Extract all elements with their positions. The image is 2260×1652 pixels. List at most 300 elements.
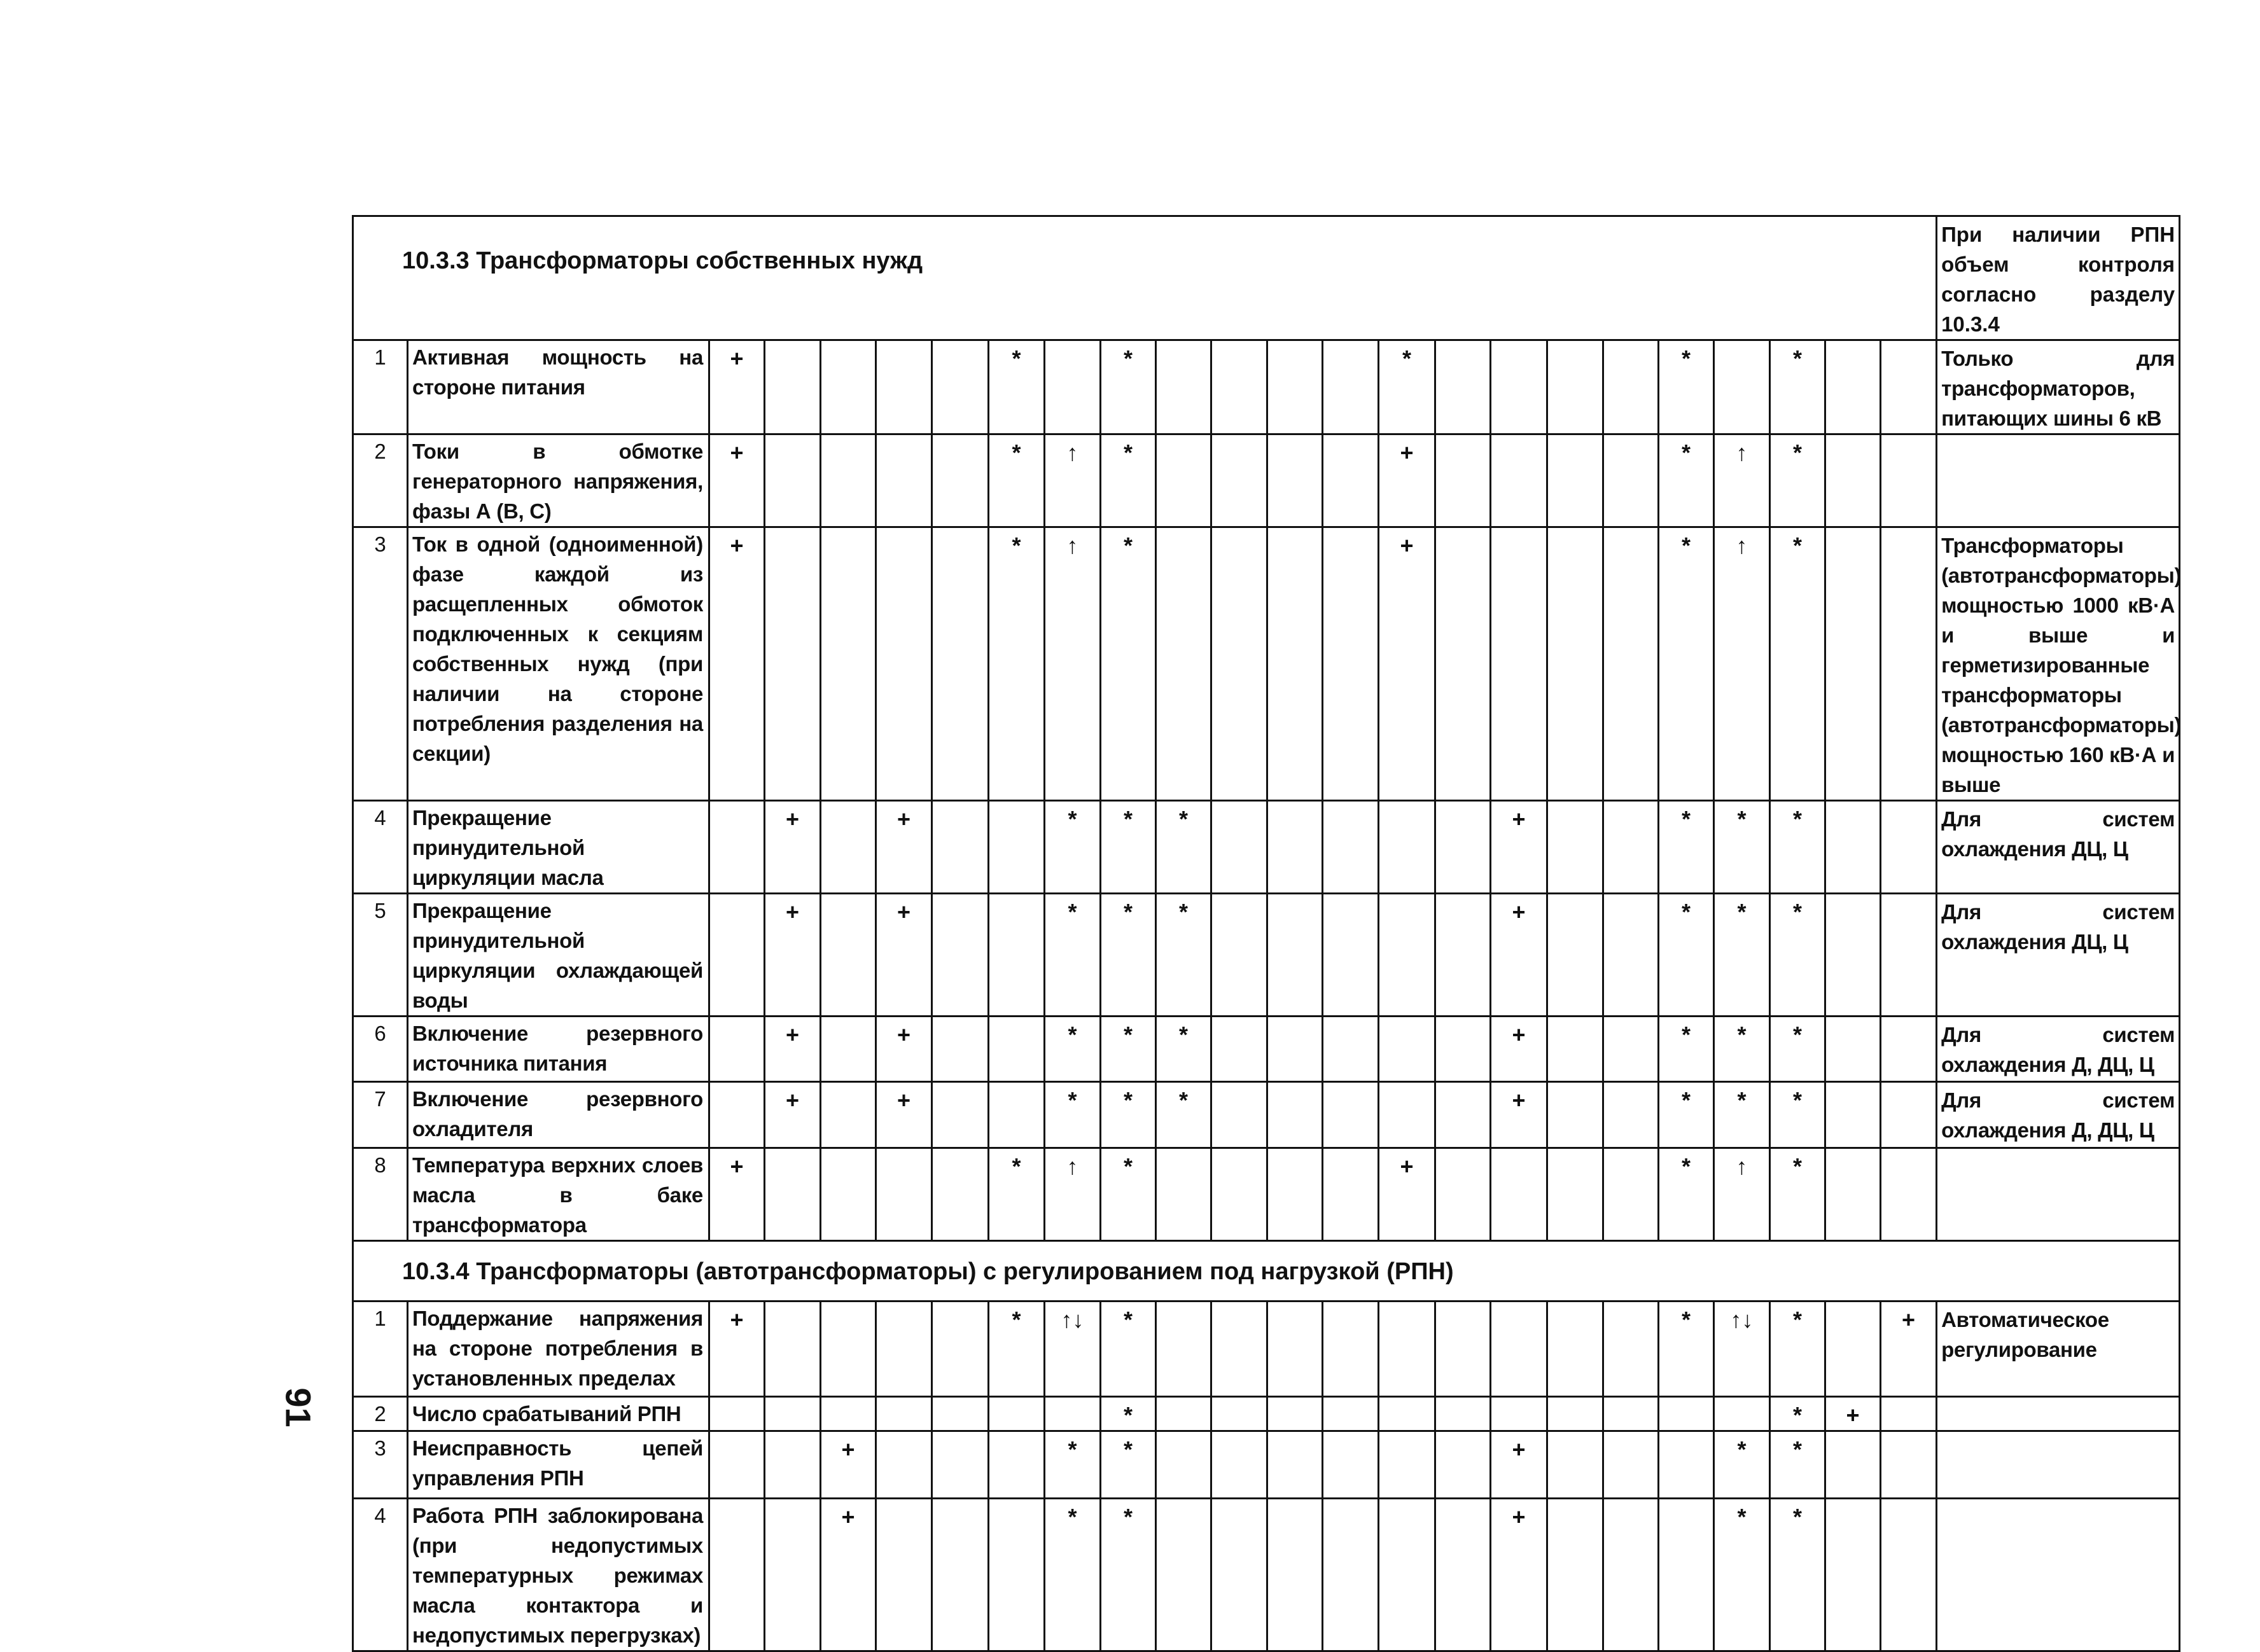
mark-cell (1379, 894, 1435, 1017)
mark-cell: * (1101, 527, 1156, 801)
mark-cell: * (1101, 1397, 1156, 1431)
mark-cell (709, 1017, 765, 1082)
mark-cell: + (765, 1017, 821, 1082)
mark-cell (1211, 1431, 1267, 1499)
mark-cell (1603, 527, 1659, 801)
mark-cell (1547, 1148, 1603, 1241)
mark-cell: ↑ (1714, 434, 1770, 527)
mark-cell: * (1045, 1431, 1101, 1499)
mark-cell: ↑↓ (1045, 1301, 1101, 1397)
row-number: 6 (353, 1017, 408, 1082)
mark-cell: + (709, 1148, 765, 1241)
mark-cell (1881, 1499, 1937, 1651)
mark-cell (1211, 340, 1267, 434)
row-number: 1 (353, 340, 408, 434)
mark-cell (1659, 1499, 1714, 1651)
mark-cell (1603, 1082, 1659, 1148)
mark-cell (1603, 434, 1659, 527)
mark-cell: * (1714, 1082, 1770, 1148)
mark-cell: * (1770, 434, 1825, 527)
row-number: 2 (353, 434, 408, 527)
mark-cell (1211, 1082, 1267, 1148)
mark-cell (765, 1148, 821, 1241)
mark-cell (1156, 434, 1211, 527)
row-number: 7 (353, 1082, 408, 1148)
row-description: Температура верхних слоев масла в баке трансформатора (408, 1148, 709, 1241)
mark-cell: * (1156, 1082, 1211, 1148)
mark-cell (1435, 894, 1491, 1017)
mark-cell: * (1659, 894, 1714, 1017)
mark-cell (989, 1431, 1045, 1499)
mark-cell (1267, 1017, 1323, 1082)
mark-cell (1825, 527, 1881, 801)
mark-cell: * (989, 1148, 1045, 1241)
row-note: Для систем охлаждения ДЦ, Ц (1937, 894, 2180, 1017)
mark-cell: * (1045, 894, 1101, 1017)
mark-cell (1603, 1431, 1659, 1499)
mark-cell (1156, 527, 1211, 801)
mark-cell (1435, 527, 1491, 801)
mark-cell (1156, 1397, 1211, 1431)
mark-cell (1379, 1017, 1435, 1082)
mark-cell (1156, 1148, 1211, 1241)
mark-cell (1267, 1301, 1323, 1397)
mark-cell: * (1714, 894, 1770, 1017)
mark-cell: * (1156, 894, 1211, 1017)
row-description: Включение резервного источника питания (408, 1017, 709, 1082)
mark-cell: * (1045, 801, 1101, 894)
row-note (1937, 1431, 2180, 1499)
mark-cell (1379, 1397, 1435, 1431)
mark-cell (1211, 801, 1267, 894)
mark-cell: * (1770, 801, 1825, 894)
mark-cell (1825, 1431, 1881, 1499)
mark-cell (1881, 1082, 1937, 1148)
mark-cell: * (1770, 1017, 1825, 1082)
row-number: 3 (353, 527, 408, 801)
mark-cell (765, 340, 821, 434)
mark-cell (821, 340, 876, 434)
page-number: 91 (278, 1387, 319, 1427)
row-description: Включение резервного охладителя (408, 1082, 709, 1148)
mark-cell: * (989, 1301, 1045, 1397)
mark-cell (1547, 1431, 1603, 1499)
row-description: Поддержание напряжения на стороне потребления в установленных пределах (408, 1301, 709, 1397)
mark-cell (1156, 1301, 1211, 1397)
mark-cell: * (1101, 1499, 1156, 1651)
table-row (353, 1082, 2180, 1148)
mark-cell: + (1379, 1148, 1435, 1241)
table-row (353, 1499, 2180, 1651)
table-row (353, 340, 2180, 434)
mark-cell: + (876, 801, 932, 894)
mark-cell (1211, 1017, 1267, 1082)
mark-cell (1825, 340, 1881, 434)
mark-cell: * (1714, 801, 1770, 894)
mark-cell (1491, 340, 1547, 434)
mark-cell (1379, 1082, 1435, 1148)
mark-cell: * (1659, 1148, 1714, 1241)
mark-cell (876, 1431, 932, 1499)
mark-cell (1603, 894, 1659, 1017)
row-note: Для систем охлаждения ДЦ, Ц (1937, 801, 2180, 894)
table-row (353, 1017, 2180, 1082)
mark-cell: ↑ (1714, 1148, 1770, 1241)
mark-cell: * (1770, 894, 1825, 1017)
table-row (353, 1431, 2180, 1499)
mark-cell (1881, 1148, 1937, 1241)
section-title: 10.3.3 Трансформаторы собственных нужд (353, 216, 1937, 340)
mark-cell: * (1714, 1499, 1770, 1651)
mark-cell (765, 1301, 821, 1397)
mark-cell (821, 1301, 876, 1397)
mark-cell (1211, 894, 1267, 1017)
mark-cell: * (989, 434, 1045, 527)
mark-cell (709, 801, 765, 894)
mark-cell: * (1101, 340, 1156, 434)
mark-cell (1323, 340, 1379, 434)
mark-cell (1825, 1148, 1881, 1241)
mark-cell (932, 1397, 989, 1431)
mark-cell (821, 1397, 876, 1431)
section-header-row (353, 1241, 2180, 1301)
mark-cell (1323, 434, 1379, 527)
mark-cell (1825, 894, 1881, 1017)
control-table (352, 215, 2180, 1652)
mark-cell: + (876, 1017, 932, 1082)
mark-cell (1603, 1148, 1659, 1241)
mark-cell: * (1101, 801, 1156, 894)
mark-cell (1825, 434, 1881, 527)
mark-cell: + (876, 894, 932, 1017)
mark-cell (932, 894, 989, 1017)
mark-cell: + (1379, 527, 1435, 801)
row-description: Ток в одной (одноименной) фазе каждой из расщепленных обмоток подключенных к секциям собственных нужд (при наличии на стороне потребления разделения на секции) (408, 527, 709, 801)
mark-cell (1156, 1431, 1211, 1499)
mark-cell (1323, 1499, 1379, 1651)
mark-cell (1379, 1499, 1435, 1651)
mark-cell (1547, 527, 1603, 801)
mark-cell (1435, 1397, 1491, 1431)
table-row (353, 527, 2180, 801)
mark-cell (1323, 1148, 1379, 1241)
mark-cell: * (1101, 1148, 1156, 1241)
mark-cell (1603, 340, 1659, 434)
mark-cell: * (1659, 801, 1714, 894)
mark-cell: ↑ (1045, 1148, 1101, 1241)
mark-cell: + (1491, 894, 1547, 1017)
mark-cell (876, 1301, 932, 1397)
mark-cell: + (1491, 1499, 1547, 1651)
mark-cell: ↑ (1714, 527, 1770, 801)
mark-cell (1547, 434, 1603, 527)
mark-cell (1714, 1397, 1770, 1431)
mark-cell (932, 1082, 989, 1148)
mark-cell (1211, 434, 1267, 527)
mark-cell: * (1714, 1431, 1770, 1499)
row-number: 1 (353, 1301, 408, 1397)
mark-cell: + (765, 1082, 821, 1148)
mark-cell (1267, 340, 1323, 434)
mark-cell: + (709, 434, 765, 527)
mark-cell (1323, 1431, 1379, 1499)
mark-cell: + (876, 1082, 932, 1148)
mark-cell (1267, 801, 1323, 894)
mark-cell: * (1659, 434, 1714, 527)
mark-cell: + (709, 1301, 765, 1397)
mark-cell (1881, 1397, 1937, 1431)
mark-cell (1323, 1301, 1379, 1397)
mark-cell (765, 1397, 821, 1431)
mark-cell: + (1825, 1397, 1881, 1431)
mark-cell: * (1101, 1017, 1156, 1082)
mark-cell (932, 1301, 989, 1397)
mark-cell (1881, 801, 1937, 894)
row-number: 3 (353, 1431, 408, 1499)
mark-cell (1267, 1499, 1323, 1651)
mark-cell (1547, 801, 1603, 894)
row-description: Токи в обмотке генераторного напряжения, фазы А (В, С) (408, 434, 709, 527)
mark-cell (1825, 1082, 1881, 1148)
mark-cell (1156, 340, 1211, 434)
mark-cell (1045, 340, 1101, 434)
mark-cell: * (1770, 1397, 1825, 1431)
mark-cell: * (989, 527, 1045, 801)
mark-cell (1547, 894, 1603, 1017)
mark-cell: * (1770, 1301, 1825, 1397)
mark-cell: * (1770, 1148, 1825, 1241)
row-note: Только для трансформаторов, питающих шины 6 кВ (1937, 340, 2180, 434)
mark-cell: + (709, 340, 765, 434)
mark-cell: * (1659, 1017, 1714, 1082)
mark-cell (1211, 527, 1267, 801)
mark-cell (989, 1082, 1045, 1148)
mark-cell: * (1659, 527, 1714, 801)
row-note: Для систем охлаждения Д, ДЦ, Ц (1937, 1017, 2180, 1082)
mark-cell (1267, 527, 1323, 801)
table-row (353, 1397, 2180, 1431)
row-note: Автоматическое регулирование (1937, 1301, 2180, 1397)
mark-cell (765, 1431, 821, 1499)
row-note: Трансформаторы (автотрансформаторы) мощностью 1000 кВ·А и выше и герметизированные трансформаторы (автотрансформаторы) мощностью 160 кВ·А и выше (1937, 527, 2180, 801)
mark-cell: * (1659, 1301, 1714, 1397)
mark-cell (1547, 1499, 1603, 1651)
mark-cell (1881, 434, 1937, 527)
mark-cell (1267, 1397, 1323, 1431)
row-note: Для систем охлаждения Д, ДЦ, Ц (1937, 1082, 2180, 1148)
row-note (1937, 1397, 2180, 1431)
row-note (1937, 434, 2180, 527)
table-row (353, 1301, 2180, 1397)
row-description: Прекращение принудительной циркуляции охлаждающей воды (408, 894, 709, 1017)
mark-cell (1435, 1017, 1491, 1082)
mark-cell (989, 1499, 1045, 1651)
mark-cell: * (1770, 1082, 1825, 1148)
table-row (353, 434, 2180, 527)
mark-cell (1881, 340, 1937, 434)
mark-cell (1603, 801, 1659, 894)
row-number: 4 (353, 801, 408, 894)
mark-cell (1267, 1431, 1323, 1499)
mark-cell (1323, 1082, 1379, 1148)
mark-cell (821, 894, 876, 1017)
mark-cell: * (1770, 1499, 1825, 1651)
row-number: 2 (353, 1397, 408, 1431)
mark-cell: * (1659, 1082, 1714, 1148)
row-note (1937, 1148, 2180, 1241)
mark-cell (1435, 340, 1491, 434)
mark-cell (1267, 434, 1323, 527)
mark-cell: * (1156, 801, 1211, 894)
mark-cell (1379, 1301, 1435, 1397)
mark-cell: + (821, 1431, 876, 1499)
mark-cell (932, 801, 989, 894)
mark-cell (1825, 801, 1881, 894)
mark-cell (1211, 1397, 1267, 1431)
mark-cell: * (1714, 1017, 1770, 1082)
mark-cell (1323, 1017, 1379, 1082)
mark-cell (709, 1499, 765, 1651)
section-note: При наличии РПН объем контроля согласно разделу 10.3.4 (1937, 216, 2180, 340)
mark-cell (1491, 1148, 1547, 1241)
mark-cell (821, 434, 876, 527)
mark-cell (989, 894, 1045, 1017)
table-row (353, 801, 2180, 894)
mark-cell (765, 1499, 821, 1651)
mark-cell (1603, 1499, 1659, 1651)
row-description: Число срабатываний РПН (408, 1397, 709, 1431)
mark-cell (1045, 1397, 1101, 1431)
mark-cell (709, 894, 765, 1017)
mark-cell (1267, 1082, 1323, 1148)
mark-cell (932, 1431, 989, 1499)
mark-cell: + (709, 527, 765, 801)
mark-cell: ↑↓ (1714, 1301, 1770, 1397)
mark-cell (1659, 1397, 1714, 1431)
mark-cell (1881, 1017, 1937, 1082)
mark-cell (1435, 434, 1491, 527)
row-description: Прекращение принудительной циркуляции масла (408, 801, 709, 894)
mark-cell (709, 1431, 765, 1499)
mark-cell: * (1101, 434, 1156, 527)
mark-cell (1435, 1499, 1491, 1651)
mark-cell (932, 527, 989, 801)
mark-cell: * (1156, 1017, 1211, 1082)
mark-cell: + (1881, 1301, 1937, 1397)
mark-cell (1211, 1148, 1267, 1241)
mark-cell: + (1491, 1082, 1547, 1148)
mark-cell (1323, 527, 1379, 801)
mark-cell (876, 1148, 932, 1241)
mark-cell (989, 1397, 1045, 1431)
mark-cell (1379, 1431, 1435, 1499)
row-number: 8 (353, 1148, 408, 1241)
mark-cell: * (989, 340, 1045, 434)
row-description: Неисправность цепей управления РПН (408, 1431, 709, 1499)
mark-cell (1379, 801, 1435, 894)
mark-cell (1267, 894, 1323, 1017)
mark-cell (1156, 1499, 1211, 1651)
mark-cell (1659, 1431, 1714, 1499)
mark-cell (1267, 1148, 1323, 1241)
row-description: Работа РПН заблокирована (при недопустимых температурных режимах масла контактора и недопустимых перегрузках) (408, 1499, 709, 1651)
mark-cell (1435, 1148, 1491, 1241)
mark-cell (1435, 1301, 1491, 1397)
mark-cell (876, 1499, 932, 1651)
mark-cell: * (1045, 1499, 1101, 1651)
mark-cell (821, 1148, 876, 1241)
mark-cell (932, 1017, 989, 1082)
mark-cell (876, 527, 932, 801)
mark-cell (821, 801, 876, 894)
mark-cell: + (765, 894, 821, 1017)
mark-cell (1825, 1017, 1881, 1082)
mark-cell: * (1101, 1082, 1156, 1148)
mark-cell: ↑ (1045, 434, 1101, 527)
mark-cell (1603, 1397, 1659, 1431)
mark-cell: * (1045, 1017, 1101, 1082)
mark-cell: * (1101, 1301, 1156, 1397)
mark-cell: ↑ (1045, 527, 1101, 801)
section-title: 10.3.4 Трансформаторы (автотрансформаторы) с регулированием под нагрузкой (РПН) (353, 1241, 2180, 1301)
mark-cell (1714, 340, 1770, 434)
mark-cell (876, 340, 932, 434)
mark-cell: + (1491, 1431, 1547, 1499)
mark-cell: * (1770, 340, 1825, 434)
mark-cell: * (1379, 340, 1435, 434)
row-number: 5 (353, 894, 408, 1017)
mark-cell (1491, 434, 1547, 527)
section-header-row (353, 216, 2180, 340)
mark-cell (989, 1017, 1045, 1082)
mark-cell (1603, 1017, 1659, 1082)
mark-cell (709, 1082, 765, 1148)
mark-cell: * (1770, 1431, 1825, 1499)
mark-cell (1547, 1017, 1603, 1082)
mark-cell (1491, 1301, 1547, 1397)
mark-cell (1211, 1301, 1267, 1397)
mark-cell: + (821, 1499, 876, 1651)
mark-cell (932, 340, 989, 434)
mark-cell (1881, 894, 1937, 1017)
mark-cell (932, 434, 989, 527)
table-row (353, 1148, 2180, 1241)
mark-cell (932, 1148, 989, 1241)
mark-cell (765, 527, 821, 801)
row-number: 4 (353, 1499, 408, 1651)
mark-cell (1491, 1397, 1547, 1431)
mark-cell (876, 434, 932, 527)
mark-cell: + (1491, 1017, 1547, 1082)
mark-cell (1435, 801, 1491, 894)
mark-cell (1825, 1499, 1881, 1651)
mark-cell (1547, 1397, 1603, 1431)
mark-cell (1881, 527, 1937, 801)
mark-cell (932, 1499, 989, 1651)
mark-cell (1211, 1499, 1267, 1651)
mark-cell (709, 1397, 765, 1431)
mark-cell: * (1045, 1082, 1101, 1148)
mark-cell: * (1101, 894, 1156, 1017)
row-description: Активная мощность на стороне питания (408, 340, 709, 434)
mark-cell (876, 1397, 932, 1431)
mark-cell: + (1491, 801, 1547, 894)
mark-cell (1435, 1431, 1491, 1499)
mark-cell (1323, 801, 1379, 894)
mark-cell (821, 1082, 876, 1148)
mark-cell (1323, 894, 1379, 1017)
mark-cell: * (1770, 527, 1825, 801)
